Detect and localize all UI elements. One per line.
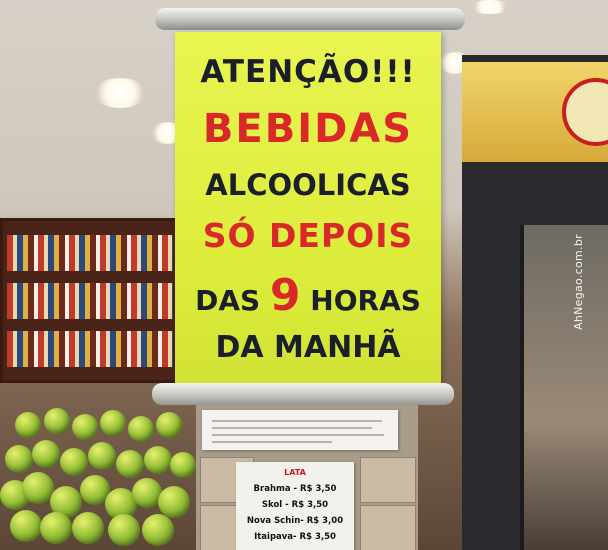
price-row: Skol - R$ 3,50 [261, 500, 329, 510]
banner-das: DAS [195, 284, 270, 317]
banner-line-bebidas: BEBIDAS [202, 106, 414, 152]
price-row: Itaipava- R$ 3,50 [254, 532, 336, 542]
ceiling-light [92, 78, 148, 108]
banner-top-rod [155, 8, 465, 30]
small-printed-notice [202, 410, 398, 450]
banner-line-alcoolicas: ALCOOLICAS [205, 168, 411, 202]
banner-horas: HORAS [300, 284, 421, 317]
cooler-glass-door [520, 225, 608, 550]
price-row: Brahma - R$ 3,50 [253, 484, 337, 494]
banner-heading: ATENÇÃO!!! [200, 54, 416, 90]
banner-line-horas [175, 270, 441, 321]
shelf-row [7, 331, 173, 367]
price-row: Nova Schin- R$ 3,00 [246, 516, 344, 526]
banner-line-manha: DA MANHÃ [215, 330, 401, 365]
warning-banner [175, 32, 441, 384]
liquor-shelf [0, 218, 180, 383]
shelf-row [7, 235, 173, 271]
price-card [236, 462, 354, 550]
banner-bottom-rod [152, 383, 454, 405]
shelf-row [7, 283, 173, 319]
banner-hour-number: 9 [269, 270, 301, 321]
ceiling-light [470, 0, 510, 14]
price-card-title: LATA [284, 468, 306, 477]
watermark: AhNegao.com.br [572, 234, 585, 330]
banner-line-so-depois: SÓ DEPOIS [202, 216, 414, 255]
